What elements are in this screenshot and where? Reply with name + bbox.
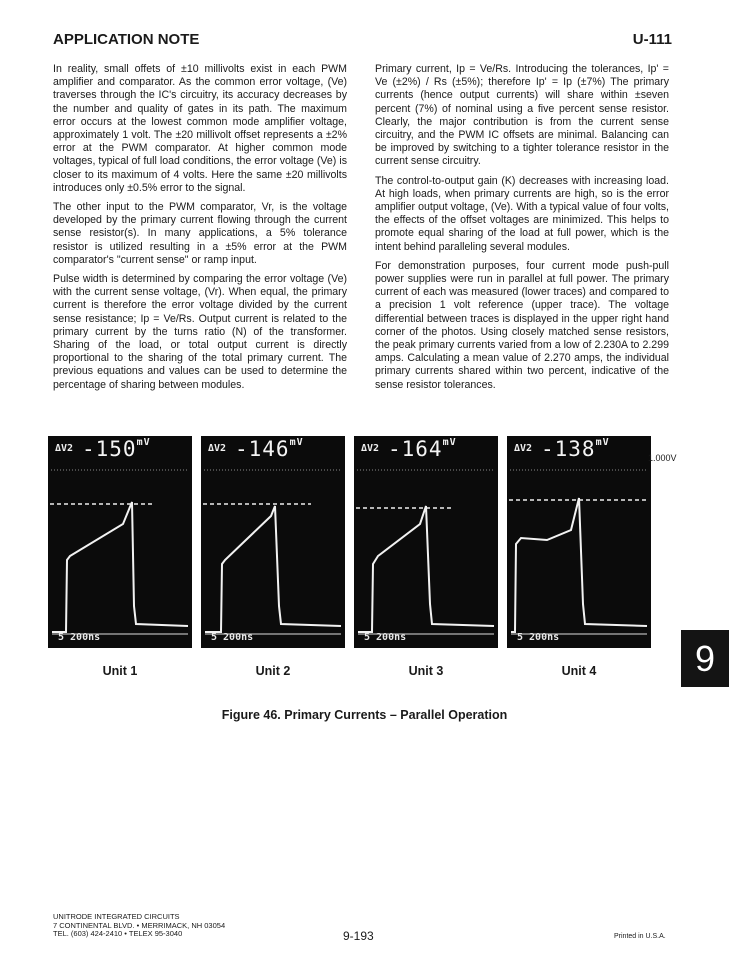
scope-trace-unit-1 (48, 436, 192, 648)
header-title: APPLICATION NOTE (53, 31, 200, 48)
delta-label: ΔV2 (55, 443, 74, 454)
unit-label-1: Unit 1 (102, 664, 138, 678)
delta-value: -150 (82, 437, 137, 461)
delta-voltage (541, 437, 610, 461)
paragraph: The other input to the PWM comparator, Vr, is the voltage developed by the primary current flowing through the current sense resistor(s). In many applications, a 5% tolerance resistor is utilized resulting in a ±5% error at the PWM comparator's "current sense" or ramp input. (53, 201, 347, 266)
left-column (53, 63, 347, 398)
timebase: 5 200ns (364, 632, 407, 643)
delta-voltage (235, 437, 304, 461)
delta-voltage (82, 437, 151, 461)
scope-trace-unit-3 (354, 436, 498, 648)
delta-unit: mV (595, 437, 610, 448)
paragraph: For demonstration purposes, four current mode push-pull power supplies were run in parallel at full power. The primary current of each was measured (lower traces) and compared to a precision 1 volt reference (upper trace). The voltage differential between traces is displayed in the upper right hand corner of the photos. Using closely matched sense resistors, the peak primary currents varied from a low of 2.230A to 2.299 amps. Calculating a mean value of 2.270 amps, the individual primary currents shared within two percent, indicative of the sense resistor tolerances. (375, 259, 669, 391)
scope-scale-label: 1.000V (648, 453, 677, 463)
scope-photo-unit-1 (48, 436, 192, 648)
page-number: 9-193 (343, 929, 374, 943)
printed-notice: Printed in U.S.A. (614, 933, 666, 940)
delta-value: -164 (388, 437, 443, 461)
paragraph: Primary current, Ip = Ve/Rs. Introducing the tolerances, Ip' = Ve (±2%) / Rs (±5%); therefore Ip' = Ip (±7%) The primary currents (hence output currents) will share within ±seven percent (7%) of nominal using a five percent sense resistor. Clearly, the major contribution is from the current sense circuitry, and the PWM IC offsets are minimal. Balancing can be improved by switching to a tighter tolerance resistor in the current sense circuitry. (375, 63, 669, 168)
unit-label-4: Unit 4 (561, 664, 597, 678)
unit-label-2: Unit 2 (255, 664, 291, 678)
scope-photo-unit-4 (507, 436, 651, 648)
delta-unit: mV (136, 437, 151, 448)
delta-unit: mV (442, 437, 457, 448)
scope-trace-unit-4 (507, 436, 651, 648)
header-doc-number: U-111 (632, 31, 672, 48)
footer-line: TEL. (603) 424-2410 • TELEX 95-3040 (53, 929, 183, 938)
delta-value: -138 (541, 437, 596, 461)
paragraph: Pulse width is determined by comparing the error voltage (Ve) with the current sense voltage, (Vr). When equal, the primary current is therefore the error voltage divided by the current sense resistance; Ip = Ve/Rs. Output current is related to the primary current by the turns ratio (N) of the transformer. Sharing of the load, or total output current is directly proportional to the sharing of the total primary current. The previous equations and values can be used to determine the percentage of sharing between modules. (53, 273, 347, 391)
footer-address (53, 913, 225, 939)
timebase: 5 200ns (58, 632, 101, 643)
right-column (375, 63, 669, 398)
timebase: 5 200ns (517, 632, 560, 643)
delta-voltage (388, 437, 457, 461)
section-tab: 9 (681, 630, 729, 687)
unit-label-3: Unit 3 (408, 664, 444, 678)
paragraph: In reality, small offets of ±10 millivolts exist in each PWM amplifier and comparator. As the common error voltage, (Ve) traverses through the IC's circuitry, its accuracy decreases by the number and quality of gates in its path. The maximum error occurs at the lowest common mode amplifier voltage, approximately 1 volt. The ±20 millivolt offset represents a ±2% error at the PWM comparator. At higher common mode voltages, typical of full load conditions, the error voltage (Ve) is closer to its maximum of 4 volts. Here the same ±20 millivolts introduces only ±0.5% error to the signal. (53, 63, 347, 194)
footer-line: 7 CONTINENTAL BLVD. • MERRIMACK, NH 03054 (53, 920, 226, 930)
scope-photo-unit-2 (201, 436, 345, 648)
footer-line: UNITRODE INTEGRATED CIRCUITS (53, 912, 180, 921)
scope-trace-unit-2 (201, 436, 345, 648)
delta-value: -146 (235, 437, 290, 461)
scope-photo-unit-3 (354, 436, 498, 648)
timebase: 5 200ns (211, 632, 254, 643)
figure-caption: Figure 46. Primary Currents – Parallel Operation (221, 708, 508, 722)
paragraph: The control-to-output gain (K) decreases with increasing load. At high loads, when primary currents are high, so is the error amplifier output voltage, (Ve). With a typical value of four volts, the effects of the offset voltages are minimized. This helps to promote equal sharing of the load at full power, which is the intent behind paralleling several modules. (375, 174, 669, 253)
delta-label: ΔV2 (361, 443, 380, 454)
delta-label: ΔV2 (208, 443, 227, 454)
delta-unit: mV (289, 437, 304, 448)
delta-label: ΔV2 (514, 443, 533, 454)
